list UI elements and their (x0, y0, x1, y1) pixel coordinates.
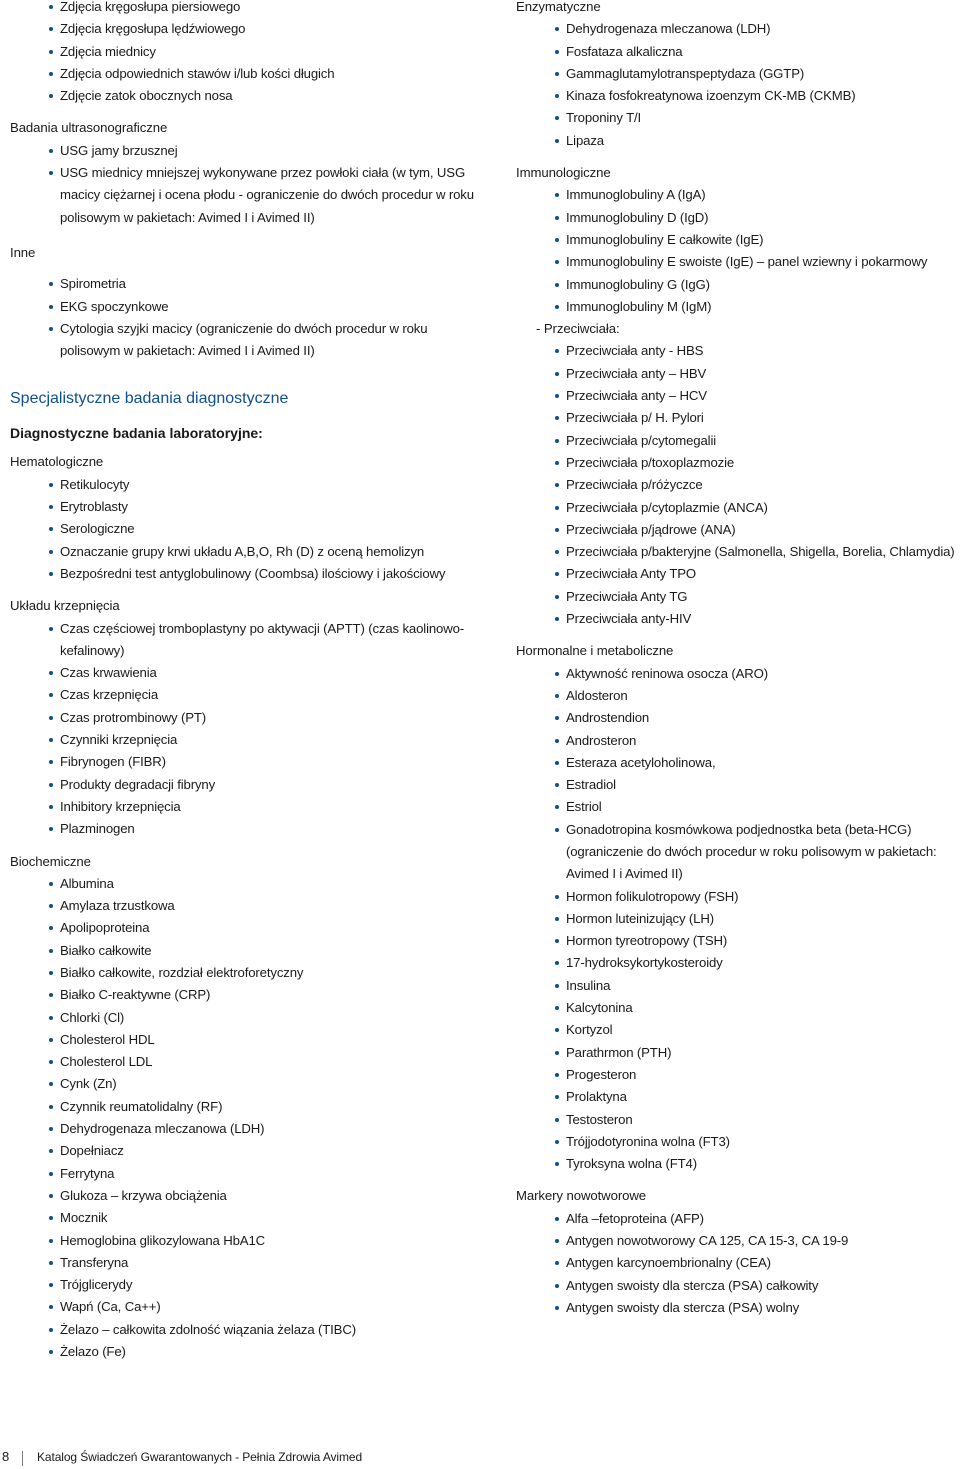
list-item: Dehydrogenaza mleczanowa (LDH) (566, 18, 960, 40)
list-item: Przeciwciała anty - HBS (566, 340, 960, 362)
enzymatic-heading: Enzymatyczne (516, 0, 601, 14)
list-item: Mocznik (60, 1207, 500, 1229)
list-item: Immunoglobuliny E swoiste (IgE) – panel wziewny i pokarmowy (566, 251, 960, 273)
list-item: Hormon luteinizujący (LH) (566, 908, 960, 930)
list-item-continuation: kefalinowy) (60, 642, 125, 658)
list-item: Żelazo – całkowita zdolność wiązania żelaza (TIBC) (60, 1319, 500, 1341)
list-item: Immunoglobuliny A (IgA) (566, 184, 960, 206)
list-item: Immunoglobuliny G (IgG) (566, 274, 960, 296)
list-item: Erytroblasty (60, 496, 500, 518)
page-number: 8 (2, 1449, 10, 1464)
antibodies-list (516, 340, 960, 630)
xray-list (10, 0, 500, 107)
list-item: Estriol (566, 796, 960, 818)
list-item: Testosteron (566, 1109, 960, 1131)
list-item: Ferrytyna (60, 1163, 500, 1185)
list-item: Zdjęcia miednicy (60, 41, 500, 63)
list-item: Przeciwciała p/ H. Pylori (566, 407, 960, 429)
list-item: Oznaczanie grupy krwi układu A,B,O, Rh (D) z oceną hemolizyn (60, 541, 500, 563)
list-item: Kortyzol (566, 1019, 960, 1041)
list-item: Czynniki krzepnięcia (60, 729, 500, 751)
list-item: Cholesterol HDL (60, 1029, 500, 1051)
list-item: Produkty degradacji fibryny (60, 774, 500, 796)
list-item: Serologiczne (60, 518, 500, 540)
list-item: Retikulocyty (60, 474, 500, 496)
list-item: USG jamy brzusznej (60, 140, 500, 162)
list-item: Czynnik reumatolidalny (RF) (60, 1096, 500, 1118)
list-item-continuation: polisowym w pakietach: Avimed I i Avimed II) (60, 209, 315, 225)
list-item: Immunoglobuliny D (IgD) (566, 207, 960, 229)
list-item-continuation: macicy ciężarnej i ocena płodu - ograniczenie do dwóch procedur w roku (60, 187, 474, 203)
list-item: Glukoza – krzywa obciążenia (60, 1185, 500, 1207)
list-item: Tyroksyna wolna (FT4) (566, 1153, 960, 1175)
list-item: USG miednicy mniejszej wykonywane przez powłoki ciała (w tym, USG (60, 162, 500, 184)
list-item: Inhibitory krzepnięcia (60, 796, 500, 818)
list-item: Fibrynogen (FIBR) (60, 751, 500, 773)
ultrasound-list (10, 140, 500, 229)
list-item: Hormon folikulotropowy (FSH) (566, 886, 960, 908)
coagulation-heading: Układu krzepnięcia (10, 598, 120, 614)
list-item: Zdjęcie zatok obocznych nosa (60, 85, 500, 107)
list-item: Hemoglobina glikozylowana HbA1C (60, 1230, 500, 1252)
list-item: Cynk (Zn) (60, 1073, 500, 1095)
list-item: Czas krwawienia (60, 662, 500, 684)
hematology-list (10, 474, 500, 585)
list-item: Dehydrogenaza mleczanowa (LDH) (60, 1118, 500, 1140)
ultrasound-heading: Badania ultrasonograficzne (10, 120, 168, 136)
list-item: Czas częściowej tromboplastyny po aktywacji (APTT) (czas kaolinowo- (60, 618, 500, 640)
coagulation-list (10, 618, 500, 841)
list-item: Zdjęcia kręgosłupa piersiowego (60, 0, 500, 18)
list-item: Antygen nowotworowy CA 125, CA 15-3, CA 19-9 (566, 1230, 960, 1252)
list-item: Przeciwciała p/różyczce (566, 474, 960, 496)
list-item: Gammaglutamylotranspeptydaza (GGTP) (566, 63, 960, 85)
hormonal-list (516, 663, 960, 1176)
list-item: Parathrmon (PTH) (566, 1042, 960, 1064)
list-item: Transferyna (60, 1252, 500, 1274)
list-item-continuation: polisowym w pakietach: Avimed I i Avimed II) (60, 343, 315, 359)
list-item: Przeciwciała Anty TG (566, 586, 960, 608)
catalog-name: Katalog Świadczeń Gwarantowanych - Pełnia Zdrowia Avimed (37, 1450, 363, 1464)
list-item: Przeciwciała p/cytomegalii (566, 430, 960, 452)
list-item: Przeciwciała anty – HBV (566, 363, 960, 385)
right-column (516, 0, 960, 1319)
list-item: Gonadotropina kosmówkowa podjednostka beta (beta-HCG) (566, 819, 960, 841)
list-item: Antygen swoisty dla stercza (PSA) całkowity (566, 1275, 960, 1297)
hematology-heading: Hematologiczne (10, 454, 104, 470)
list-item: Spirometria (60, 273, 500, 295)
list-item: Przeciwciała p/bakteryjne (Salmonella, Shigella, Borelia, Chlamydia) (566, 541, 960, 563)
list-item: Aldosteron (566, 685, 960, 707)
list-item: Zdjęcia odpowiednich stawów i/lub kości długich (60, 63, 500, 85)
page-footer (0, 1449, 960, 1469)
markers-list (516, 1208, 960, 1319)
list-item: Antygen karcynoembrionalny (CEA) (566, 1252, 960, 1274)
list-item: Białko całkowite (60, 940, 500, 962)
biochem-heading: Biochemiczne (10, 853, 91, 869)
hormonal-heading: Hormonalne i metaboliczne (516, 643, 674, 659)
list-item: Dopełniacz (60, 1140, 500, 1162)
list-item: 17-hydroksykortykosteroidy (566, 952, 960, 974)
list-item: Immunoglobuliny E całkowite (IgE) (566, 229, 960, 251)
list-item: Białko C-reaktywne (CRP) (60, 984, 500, 1006)
list-item: Apolipoproteina (60, 917, 500, 939)
list-item: Albumina (60, 873, 500, 895)
enzymatic-list (516, 18, 960, 152)
section-title: Specjalistyczne badania diagnostyczne (10, 390, 289, 408)
sub-title: Diagnostyczne badania laboratoryjne: (10, 425, 263, 442)
list-item: Progesteron (566, 1064, 960, 1086)
list-item: Przeciwciała anty – HCV (566, 385, 960, 407)
list-item: Hormon tyreotropowy (TSH) (566, 930, 960, 952)
list-item: Estradiol (566, 774, 960, 796)
immuno-heading: Immunologiczne (516, 165, 611, 181)
list-item-continuation: (ograniczenie do dwóch procedur w roku polisowym w pakietach: (566, 843, 937, 859)
list-item: Insulina (566, 975, 960, 997)
list-item: Alfa –fetoproteina (AFP) (566, 1208, 960, 1230)
list-item: Aktywność reninowa osocza (ARO) (566, 663, 960, 685)
list-item: Przeciwciała anty-HIV (566, 608, 960, 630)
list-item: Kalcytonina (566, 997, 960, 1019)
list-item: Kinaza fosfokreatynowa izoenzym CK-MB (CKMB) (566, 85, 960, 107)
list-item: Białko całkowite, rozdział elektroforetyczny (60, 962, 500, 984)
biochem-list (10, 873, 500, 1364)
list-item: Bezpośredni test antyglobulinowy (Coombsa) ilościowy i jakościowy (60, 563, 500, 585)
list-item: Przeciwciała p/cytoplazmie (ANCA) (566, 497, 960, 519)
list-item: Antygen swoisty dla stercza (PSA) wolny (566, 1297, 960, 1319)
list-item: Przeciwciała p/jądrowe (ANA) (566, 519, 960, 541)
left-column (10, 0, 500, 1363)
list-item: Zdjęcia kręgosłupa lędźwiowego (60, 18, 500, 40)
list-item: Prolaktyna (566, 1086, 960, 1108)
list-item: Cholesterol LDL (60, 1051, 500, 1073)
footer-divider (22, 1451, 23, 1466)
list-item: Troponiny T/I (566, 107, 960, 129)
list-item: Esteraza acetyloholinowa, (566, 752, 960, 774)
other-heading: Inne (10, 244, 36, 260)
list-item: Immunoglobuliny M (IgM) (566, 296, 960, 318)
list-item: Fosfataza alkaliczna (566, 41, 960, 63)
markers-heading: Markery nowotworowe (516, 1188, 647, 1204)
antibodies-heading: - Przeciwciała: (536, 321, 620, 337)
list-item: Androstendion (566, 707, 960, 729)
list-item: Plazminogen (60, 818, 500, 840)
list-item: Przeciwciała p/toxoplazmozie (566, 452, 960, 474)
list-item: Amylaza trzustkowa (60, 895, 500, 917)
list-item: Czas krzepnięcia (60, 684, 500, 706)
immuno-list (516, 184, 960, 318)
list-item: Wapń (Ca, Ca++) (60, 1296, 500, 1318)
list-item: Żelazo (Fe) (60, 1341, 500, 1363)
list-item: Androsteron (566, 730, 960, 752)
list-item: Chlorki (Cl) (60, 1007, 500, 1029)
list-item: Trójglicerydy (60, 1274, 500, 1296)
list-item: Lipaza (566, 130, 960, 152)
list-item: Cytologia szyjki macicy (ograniczenie do dwóch procedur w roku (60, 318, 500, 340)
list-item: Przeciwciała Anty TPO (566, 563, 960, 585)
list-item-continuation: Avimed I i Avimed II) (566, 866, 683, 882)
list-item: EKG spoczynkowe (60, 296, 500, 318)
other-list (10, 273, 500, 362)
list-item: Czas protrombinowy (PT) (60, 707, 500, 729)
list-item: Trójjodotyronina wolna (FT3) (566, 1131, 960, 1153)
